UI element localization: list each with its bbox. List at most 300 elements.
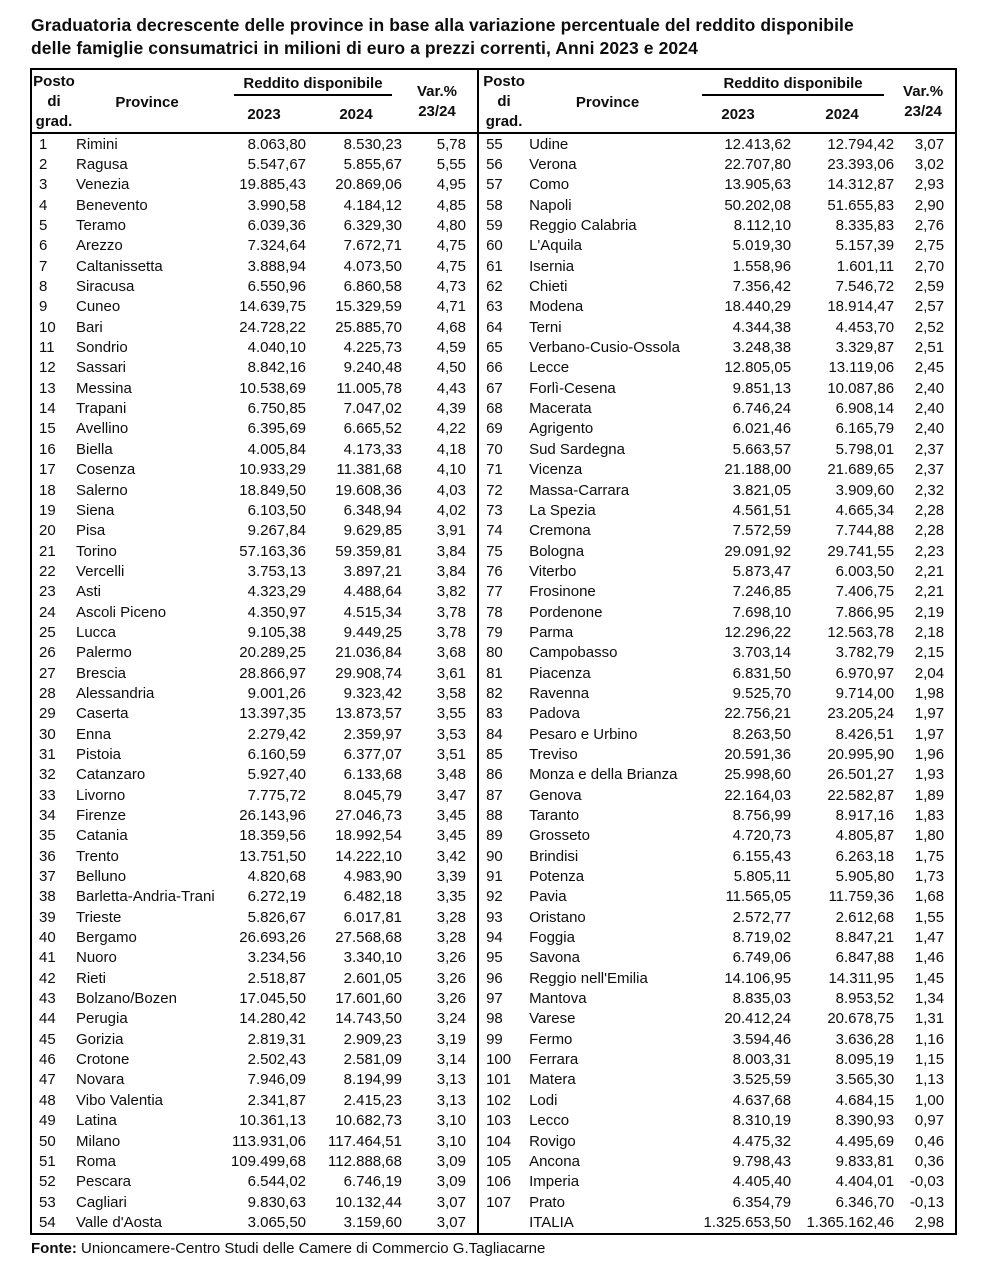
- var-pct-cell: 2,37: [914, 440, 945, 458]
- value-2024-cell: 6.348,94: [343, 501, 402, 519]
- province-cell: Como: [529, 176, 570, 194]
- table-row: [32, 744, 477, 764]
- table-body-right: [479, 134, 955, 1233]
- var-pct-cell: 3,55: [436, 705, 466, 723]
- province-cell: Cremona: [529, 522, 591, 540]
- rank-cell: 3: [39, 176, 48, 194]
- value-2024-cell: 11.759,36: [828, 888, 895, 906]
- value-2024-cell: 18.992,54: [335, 827, 402, 845]
- var-pct-cell: 3,19: [436, 1030, 466, 1048]
- value-2023-cell: 4.323,29: [247, 583, 306, 601]
- table-row: [479, 866, 955, 886]
- value-2023-cell: 50.202,08: [724, 196, 792, 214]
- year-2023-header: 2023: [721, 105, 755, 123]
- rank-cell: 82: [486, 684, 503, 702]
- var-pct-cell: 3,26: [436, 990, 466, 1008]
- rank-cell: 40: [39, 929, 56, 947]
- var-pct-cell: 2,04: [914, 664, 945, 682]
- value-2024-cell: 6.017,81: [343, 908, 402, 926]
- var-pct-cell: 2,28: [914, 501, 945, 519]
- rank-cell: 14: [39, 400, 56, 418]
- rank-cell: 74: [486, 522, 503, 540]
- province-cell: Imperia: [529, 1173, 580, 1191]
- province-cell: Monza e della Brianza: [529, 766, 678, 784]
- value-2024-cell: 13.119,06: [828, 359, 895, 377]
- table-row: [32, 195, 477, 215]
- var-pct-cell: 1,68: [914, 888, 945, 906]
- value-2024-cell: 6.847,88: [835, 949, 895, 967]
- province-cell: Ascoli Piceno: [76, 603, 167, 621]
- value-2023-cell: 5.663,57: [732, 440, 792, 458]
- rank-cell: 33: [39, 786, 56, 804]
- value-2023-cell: 7.572,59: [732, 522, 792, 540]
- table-row: [479, 134, 955, 154]
- var-pct-cell: 3,07: [436, 1213, 466, 1231]
- rank-cell: 51: [39, 1152, 56, 1170]
- province-cell: Sondrio: [76, 339, 128, 357]
- value-2024-cell: 4.173,33: [343, 440, 402, 458]
- rank-cell: 81: [486, 664, 503, 682]
- value-2023-cell: 11.565,05: [725, 888, 792, 906]
- var-pct-cell: 2,45: [914, 359, 945, 377]
- value-2024-cell: 6.003,50: [835, 562, 895, 580]
- value-2023-cell: 4.475,32: [732, 1132, 792, 1150]
- rank-cell: 76: [486, 562, 503, 580]
- var-pct-cell: 3,10: [436, 1112, 466, 1130]
- province-cell: Piacenza: [529, 664, 591, 682]
- title-line-1: Graduatoria decrescente delle province in base alla variazione percentuale del reddito disponibile: [31, 15, 854, 35]
- province-cell: Verbano-Cusio-Ossola: [529, 339, 680, 357]
- value-2024-cell: 6.133,68: [343, 766, 402, 784]
- var-pct-cell: 3,47: [436, 786, 466, 804]
- value-2023-cell: 6.831,50: [732, 664, 792, 682]
- province-cell: Agrigento: [529, 420, 594, 438]
- province-column-header: Province: [575, 93, 640, 111]
- rank-cell: 39: [39, 908, 56, 926]
- value-2023-cell: 22.164,03: [724, 786, 792, 804]
- var-pct-cell: 2,51: [914, 339, 945, 357]
- value-2023-cell: 12.296,22: [724, 623, 792, 641]
- rank-cell: 72: [486, 481, 503, 499]
- var-pct-cell: 3,13: [436, 1091, 466, 1109]
- rank-cell: 62: [486, 278, 503, 296]
- value-2023-cell: 20.412,24: [724, 1010, 792, 1028]
- value-2024-cell: 27.046,73: [335, 807, 402, 825]
- province-cell: L'Aquila: [529, 237, 582, 255]
- value-2024-cell: 2.581,09: [343, 1051, 402, 1069]
- var-pct-cell: 5,78: [436, 135, 466, 153]
- table-row: [479, 154, 955, 174]
- var-pct-cell: 4,03: [436, 481, 466, 499]
- province-cell: Latina: [76, 1112, 117, 1130]
- value-2024-cell: 14.743,50: [335, 1010, 402, 1028]
- rank-cell: 95: [486, 949, 503, 967]
- table-row: [479, 256, 955, 276]
- value-2023-cell: 6.272,19: [247, 888, 306, 906]
- rank-cell: 63: [486, 298, 503, 316]
- table-row: [479, 297, 955, 317]
- table-row: [32, 643, 477, 663]
- value-2023-cell: 7.356,42: [732, 278, 792, 296]
- table-row: [479, 1172, 955, 1192]
- table-row: [479, 1212, 955, 1232]
- var-pct-cell: 3,78: [436, 603, 466, 621]
- table-row: [32, 154, 477, 174]
- table-row: [32, 1212, 477, 1232]
- table-row: [32, 866, 477, 886]
- table-row: [479, 1090, 955, 1110]
- province-cell: Asti: [76, 583, 102, 601]
- var-pct-cell: 3,84: [436, 542, 466, 560]
- value-2024-cell: 3.329,87: [835, 339, 895, 357]
- value-2024-cell: 29.908,74: [335, 664, 402, 682]
- var-pct-cell: 1,13: [914, 1071, 945, 1089]
- province-cell: Fermo: [529, 1030, 573, 1048]
- rank-cell: 87: [486, 786, 503, 804]
- value-2023-cell: 6.749,06: [732, 949, 792, 967]
- rank-cell: 29: [39, 705, 56, 723]
- value-2023-cell: 4.344,38: [732, 318, 792, 336]
- value-2024-cell: 3.909,60: [835, 481, 895, 499]
- province-cell: Pordenone: [529, 603, 603, 621]
- table-row: [479, 521, 955, 541]
- province-cell: La Spezia: [529, 501, 596, 519]
- rank-cell: 15: [39, 420, 56, 438]
- rank-cell: 13: [39, 379, 56, 397]
- var-pct-cell: 1,83: [914, 807, 945, 825]
- value-2024-cell: 4.684,15: [835, 1091, 895, 1109]
- table-row: [479, 602, 955, 622]
- value-2023-cell: 8.263,50: [732, 725, 792, 743]
- rank-cell: 36: [39, 847, 56, 865]
- value-2023-cell: 5.547,67: [247, 156, 306, 174]
- province-cell: Ragusa: [76, 156, 128, 174]
- table-right-half: [477, 70, 955, 1233]
- province-cell: Firenze: [76, 807, 127, 825]
- province-cell: Caserta: [76, 705, 129, 723]
- value-2024-cell: 4.495,69: [835, 1132, 895, 1150]
- source-note: [31, 1240, 961, 1257]
- var-pct-cell: 2,40: [914, 400, 945, 418]
- rank-cell: 48: [39, 1091, 56, 1109]
- value-2024-cell: 9.323,42: [343, 684, 402, 702]
- rank-cell: 88: [486, 807, 503, 825]
- province-cell: Lecce: [529, 359, 570, 377]
- value-2024-cell: 4.983,90: [343, 868, 402, 886]
- province-cell: Palermo: [76, 644, 132, 662]
- table-row: [479, 480, 955, 500]
- value-2024-cell: 3.565,30: [835, 1071, 895, 1089]
- province-cell: Parma: [529, 623, 574, 641]
- value-2023-cell: 3.065,50: [247, 1213, 306, 1231]
- source-text: Unioncamere-Centro Studi delle Camere di Commercio G.Tagliacarne: [76, 1240, 546, 1257]
- value-2024-cell: 4.665,34: [835, 501, 895, 519]
- rank-cell: 92: [486, 888, 503, 906]
- table-row: [32, 1111, 477, 1131]
- value-2023-cell: 8.063,80: [247, 135, 306, 153]
- value-2023-cell: 14.280,42: [239, 1010, 306, 1028]
- var-pct-cell: 3,61: [436, 664, 466, 682]
- var-header-line2: 23/24: [904, 103, 942, 120]
- table-row: [479, 398, 955, 418]
- value-2023-cell: 6.544,02: [247, 1173, 306, 1191]
- table-left-half: [32, 70, 477, 1233]
- rank-cell: 100: [486, 1051, 512, 1069]
- table-row: [32, 663, 477, 683]
- rank-cell: 22: [39, 562, 56, 580]
- province-cell: Siracusa: [76, 278, 135, 296]
- value-2023-cell: 10.361,13: [239, 1112, 306, 1130]
- value-2023-cell: 2.572,77: [732, 908, 792, 926]
- var-pct-cell: 3,28: [436, 929, 466, 947]
- var-pct-cell: -0,13: [909, 1193, 945, 1211]
- province-cell: Sassari: [76, 359, 127, 377]
- rank-cell: 85: [486, 745, 503, 763]
- value-2023-cell: 5.826,67: [247, 908, 306, 926]
- rank-cell: 20: [39, 522, 56, 540]
- var-pct-cell: 3,53: [436, 725, 466, 743]
- value-2024-cell: 12.563,78: [827, 623, 895, 641]
- province-cell: Lecco: [529, 1112, 570, 1130]
- reddito-label: Reddito disponibile: [702, 72, 884, 96]
- value-2023-cell: 3.990,58: [247, 196, 306, 214]
- value-2024-cell: 112.888,68: [328, 1152, 402, 1170]
- var-pct-cell: 3,14: [436, 1051, 466, 1069]
- value-2024-cell: 8.917,16: [835, 807, 895, 825]
- rank-cell: 101: [486, 1071, 512, 1089]
- rank-cell: 84: [486, 725, 503, 743]
- rank-column-header: [479, 72, 529, 132]
- var-pct-cell: 1,34: [914, 990, 945, 1008]
- table-row: [479, 582, 955, 602]
- value-2023-cell: 9.830,63: [247, 1193, 306, 1211]
- var-pct-cell: 5,55: [436, 156, 466, 174]
- var-pct-cell: 2,21: [914, 583, 945, 601]
- value-2024-cell: 6.263,18: [835, 847, 895, 865]
- value-2023-cell: 4.005,84: [247, 440, 306, 458]
- rank-cell: 69: [486, 420, 503, 438]
- table-row: [32, 561, 477, 581]
- province-cell: Savona: [529, 949, 580, 967]
- var-pct-cell: 3,35: [436, 888, 466, 906]
- value-2023-cell: 8.112,10: [733, 217, 792, 235]
- table-row: [32, 276, 477, 296]
- rank-cell: 103: [486, 1112, 512, 1130]
- table-header-right: [479, 70, 955, 134]
- province-cell: Taranto: [529, 807, 580, 825]
- table-row: [479, 1111, 955, 1131]
- table-row: [32, 297, 477, 317]
- var-pct-cell: 0,36: [914, 1152, 945, 1170]
- rank-cell: 45: [39, 1030, 56, 1048]
- value-2023-cell: 2.502,43: [247, 1051, 306, 1069]
- value-2023-cell: 3.821,05: [732, 481, 792, 499]
- value-2024-cell: 4.805,87: [835, 827, 895, 845]
- province-cell: Pavia: [529, 888, 567, 906]
- value-2024-cell: 4.515,34: [343, 603, 402, 621]
- rank-cell: 50: [39, 1132, 56, 1150]
- var-pct-cell: -0,03: [909, 1173, 945, 1191]
- rank-cell: 30: [39, 725, 56, 743]
- table-row: [32, 582, 477, 602]
- province-cell: Roma: [76, 1152, 117, 1170]
- province-cell: Torino: [76, 542, 117, 560]
- var-pct-cell: 1,16: [914, 1030, 945, 1048]
- var-pct-cell: 2,90: [914, 196, 945, 214]
- province-cell: Padova: [529, 705, 580, 723]
- province-cell: Mantova: [529, 990, 587, 1008]
- var-pct-cell: 4,18: [436, 440, 466, 458]
- var-pct-cell: 0,97: [914, 1112, 945, 1130]
- value-2024-cell: 25.885,70: [335, 318, 402, 336]
- var-header-line1: Var.%: [903, 83, 944, 100]
- var-pct-cell: 4,22: [436, 420, 466, 438]
- value-2024-cell: 8.045,79: [343, 786, 402, 804]
- rank-cell: 68: [486, 400, 503, 418]
- table-row: [479, 663, 955, 683]
- rank-cell: 73: [486, 501, 503, 519]
- value-2024-cell: 6.377,07: [343, 745, 402, 763]
- province-cell: Pesaro e Urbino: [529, 725, 638, 743]
- value-2023-cell: 10.538,69: [239, 379, 306, 397]
- year-headers: [686, 96, 894, 132]
- province-cell: Belluno: [76, 868, 127, 886]
- table-row: [479, 765, 955, 785]
- value-2023-cell: 7.246,85: [732, 583, 792, 601]
- value-2024-cell: 6.165,79: [835, 420, 895, 438]
- value-2023-cell: 113.931,06: [232, 1132, 306, 1150]
- value-2024-cell: 8.335,83: [835, 217, 895, 235]
- table-row: [32, 785, 477, 805]
- table-row: [479, 704, 955, 724]
- value-2023-cell: 2.341,87: [247, 1091, 306, 1109]
- rank-cell: 35: [39, 827, 56, 845]
- province-cell: Pescara: [76, 1173, 132, 1191]
- value-2023-cell: 13.905,63: [724, 176, 792, 194]
- var-pct-cell: 2,40: [914, 379, 945, 397]
- value-2024-cell: 7.866,95: [835, 603, 895, 621]
- value-2024-cell: 9.714,00: [835, 684, 895, 702]
- value-2024-cell: 17.601,60: [335, 990, 402, 1008]
- var-pct-cell: 4,59: [436, 339, 466, 357]
- value-2023-cell: 3.594,46: [732, 1030, 792, 1048]
- province-cell: Pistoia: [76, 745, 122, 763]
- var-pct-cell: 4,50: [436, 359, 466, 377]
- rank-cell: 7: [39, 257, 48, 275]
- value-2023-cell: 8.756,99: [732, 807, 792, 825]
- value-2024-cell: 3.782,79: [835, 644, 895, 662]
- table-row: [479, 378, 955, 398]
- table-row: [32, 724, 477, 744]
- reddito-group-header: [686, 72, 894, 132]
- value-2024-cell: 6.746,19: [343, 1173, 402, 1191]
- value-2024-cell: 9.833,81: [835, 1152, 895, 1170]
- rank-cell: 32: [39, 766, 56, 784]
- var-pct-cell: 4,10: [436, 461, 466, 479]
- rank-cell: 55: [486, 135, 503, 153]
- table-row: [479, 887, 955, 907]
- value-2024-cell: 9.449,25: [343, 623, 402, 641]
- province-cell: Catanzaro: [76, 766, 146, 784]
- value-2023-cell: 21.188,00: [724, 461, 792, 479]
- value-2024-cell: 8.426,51: [835, 725, 895, 743]
- rank-column-header: [32, 72, 76, 132]
- rank-header-line3: grad.: [485, 113, 523, 130]
- value-2023-cell: 8.003,31: [732, 1051, 792, 1069]
- province-cell: Treviso: [529, 745, 578, 763]
- value-2024-cell: 14.311,95: [828, 969, 895, 987]
- value-2023-cell: 109.499,68: [230, 1152, 306, 1170]
- value-2024-cell: 8.530,23: [343, 135, 402, 153]
- table-row: [32, 256, 477, 276]
- table-row: [32, 988, 477, 1008]
- rank-cell: 26: [39, 644, 56, 662]
- province-cell: Brescia: [76, 664, 127, 682]
- table-row: [32, 765, 477, 785]
- var-pct-cell: 2,93: [914, 176, 945, 194]
- province-cell: Reggio Calabria: [529, 217, 637, 235]
- table-row: [479, 276, 955, 296]
- value-2023-cell: 20.289,25: [239, 644, 306, 662]
- value-2024-cell: 23.205,24: [827, 705, 895, 723]
- rank-cell: 93: [486, 908, 503, 926]
- table-row: [32, 1090, 477, 1110]
- province-cell: Massa-Carrara: [529, 481, 630, 499]
- province-cell: Cagliari: [76, 1193, 127, 1211]
- year-2023-header: 2023: [247, 105, 281, 123]
- province-cell: Isernia: [529, 257, 575, 275]
- var-pct-cell: 3,02: [914, 156, 945, 174]
- table-row: [479, 622, 955, 642]
- table-row: [32, 826, 477, 846]
- value-2024-cell: 1.601,11: [836, 257, 895, 275]
- var-pct-cell: 3,42: [436, 847, 466, 865]
- var-pct-cell: 4,80: [436, 217, 466, 235]
- var-pct-cell: 1,46: [914, 949, 945, 967]
- table-row: [32, 215, 477, 235]
- province-cell: Oristano: [529, 908, 586, 926]
- rank-cell: 38: [39, 888, 56, 906]
- var-pct-cell: 1,89: [914, 786, 945, 804]
- var-pct-cell: 4,75: [436, 257, 466, 275]
- rank-cell: 46: [39, 1051, 56, 1069]
- province-cell: Chieti: [529, 278, 568, 296]
- table-row: [32, 378, 477, 398]
- var-pct-cell: 4,39: [436, 400, 466, 418]
- province-cell: Ancona: [529, 1152, 580, 1170]
- value-2024-cell: 4.073,50: [343, 257, 402, 275]
- var-pct-cell: 4,68: [436, 318, 466, 336]
- value-2024-cell: 8.095,19: [835, 1051, 895, 1069]
- rank-cell: 61: [486, 257, 503, 275]
- province-cell: Biella: [76, 440, 113, 458]
- var-pct-cell: 3,78: [436, 623, 466, 641]
- value-2023-cell: 3.888,94: [247, 257, 306, 275]
- province-cell: ITALIA: [529, 1213, 574, 1231]
- var-pct-cell: 2,76: [914, 217, 945, 235]
- value-2024-cell: 29.741,55: [827, 542, 895, 560]
- value-2023-cell: 6.750,85: [247, 400, 306, 418]
- var-pct-cell: 3,09: [436, 1173, 466, 1191]
- var-pct-cell: 1,73: [914, 868, 945, 886]
- value-2024-cell: 3.897,21: [343, 562, 402, 580]
- value-2024-cell: 117.464,51: [328, 1132, 402, 1150]
- table-row: [32, 317, 477, 337]
- var-pct-cell: 2,18: [914, 623, 945, 641]
- value-2023-cell: 8.310,19: [732, 1112, 792, 1130]
- table-row: [479, 195, 955, 215]
- table-row: [32, 1049, 477, 1069]
